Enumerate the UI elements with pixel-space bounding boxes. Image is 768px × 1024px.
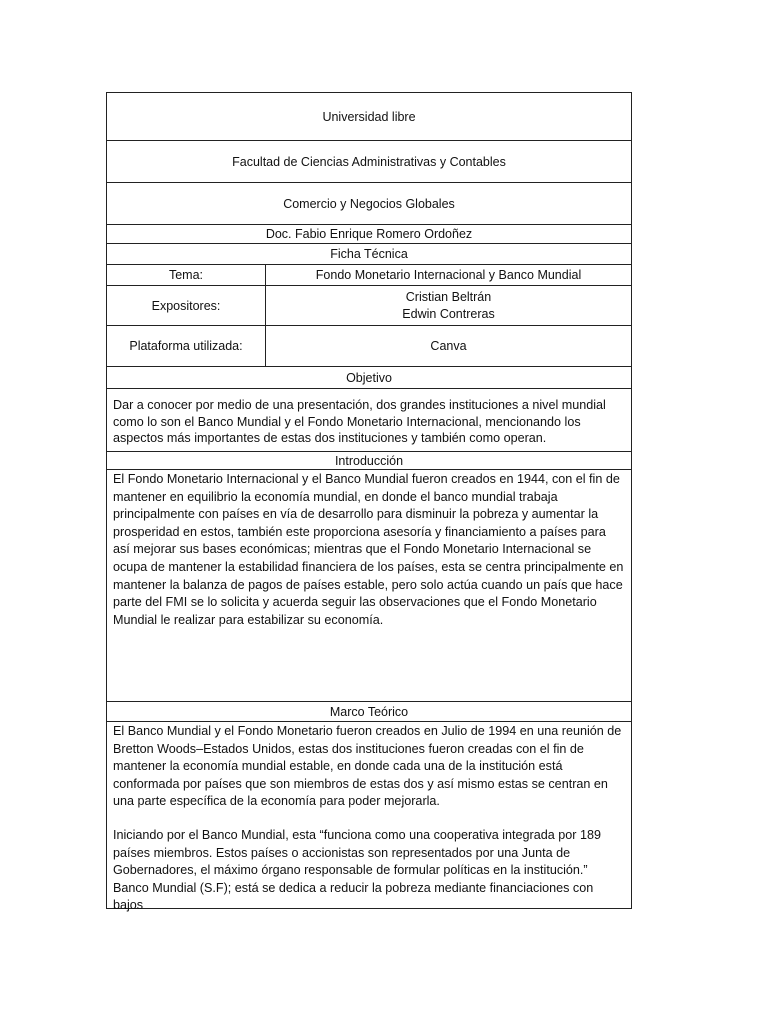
expositor-name: Cristian Beltrán [405, 289, 492, 304]
marco-title: Marco Teórico [329, 704, 409, 719]
plataforma-label: Plataforma utilizada: [107, 326, 266, 366]
tema-label: Tema: [107, 265, 266, 285]
expositores-list [266, 286, 631, 325]
introduccion-header [107, 452, 631, 470]
marco-body [107, 722, 631, 913]
course-row [107, 183, 631, 225]
introduccion-body [107, 470, 631, 702]
sheet-title: Ficha Técnica [330, 247, 408, 261]
objetivo-text: Dar a conocer por medio de una presentación, dos grandes instituciones a nivel mundial como lo son el Banco Mundial y el Fondo Monetario Internacional, mencionando los aspectos más importantes de estas dos instituciones y también como operan. [113, 398, 606, 445]
expositores-row [107, 286, 631, 326]
marco-paragraph-1: El Banco Mundial y el Fondo Monetario fueron creados en Julio de 1994 en una reunión de Bretton Woods–Estados Unidos, estas dos instituciones fueron creadas con el fin de mantener la economía mundial estable, en donde cada una de la institución está conformada por países que son miembros de estas dos y así mismo estas se centran en una parte específica de la economía para poder mejorarla. [113, 724, 622, 809]
tema-row [107, 265, 631, 286]
university-row [107, 93, 631, 141]
plataforma-row [107, 326, 631, 367]
university-name: Universidad libre [322, 109, 416, 124]
faculty-row [107, 141, 631, 183]
plataforma-value: Canva [430, 338, 467, 353]
faculty-name: Facultad de Ciencias Administrativas y Contables [232, 154, 506, 169]
expositores-label: Expositores: [107, 286, 266, 325]
course-name: Comercio y Negocios Globales [283, 196, 455, 211]
marco-paragraph-2: Iniciando por el Banco Mundial, esta “funciona como una cooperativa integrada por 189 países miembros. Estos países o accionistas son representados por una Junta de Gobernadores, el máximo órgano responsable de formular políticas en la institución.” Banco Mundial (S.F); está se dedica a reducir la pobreza mediante financiaciones con bajos [113, 827, 601, 913]
sheet-title-row [107, 244, 631, 265]
introduccion-text: El Fondo Monetario Internacional y el Banco Mundial fueron creados en 1944, con el fin de mantener en equilibrio la economía mundial, en donde el banco mundial trabaja principalmente con países en vía de desarrollo para disminuir la pobreza y aumentar la prosperidad en estos, también este proporciona asesoría y financiamiento a países para así mejorar sus bases económicas; mientras que el Fondo Monetario Internacional se ocupa de mantener la estabilidad financiera de los países, esta se centra principalmente en mantener la balanza de pagos de países estable, pero solo actúa cuando un país que hace parte del FMI se lo solicita y acuerda seguir las observaciones que el Fondo Monetario Mundial le realizar para estabilizar su economía. [113, 472, 624, 627]
tema-value: Fondo Monetario Internacional y Banco Mundial [315, 267, 582, 282]
introduccion-title: Introducción [334, 453, 404, 468]
teacher-row [107, 225, 631, 244]
objetivo-body [107, 389, 631, 452]
marco-header [107, 702, 631, 722]
teacher-name: Doc. Fabio Enrique Romero Ordoñez [265, 227, 473, 241]
technical-sheet-table [106, 92, 632, 913]
objetivo-title: Objetivo [346, 370, 392, 385]
expositor-name: Edwin Contreras [402, 306, 495, 321]
objetivo-header [107, 367, 631, 389]
